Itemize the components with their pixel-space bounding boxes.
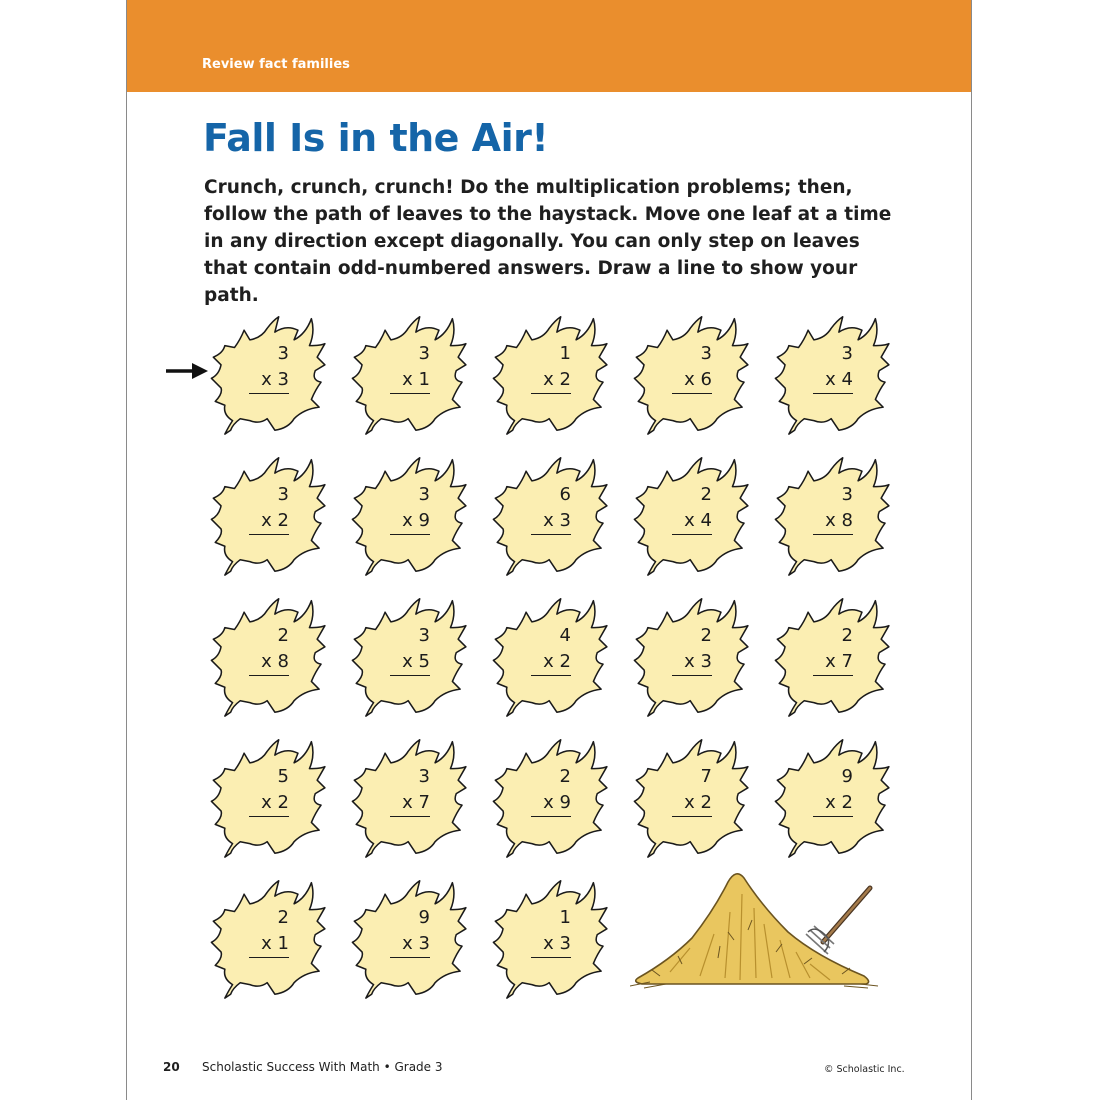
multiplicand: 9 [841,766,853,787]
multiplication-problem [813,341,853,394]
multiplier: x 5 [390,649,430,676]
leaf-problem[interactable] [491,452,616,577]
leaf-problem[interactable] [350,734,475,859]
multiplicand: 1 [559,343,571,364]
multiplier: x 3 [249,367,289,394]
multiplier: x 3 [531,508,571,535]
leaf-problem[interactable] [491,593,616,718]
leaf-problem[interactable] [491,734,616,859]
multiplier: x 2 [249,790,289,817]
multiplier: x 4 [672,508,712,535]
multiplication-problem [531,623,571,676]
multiplier: x 2 [249,508,289,535]
multiplier: x 4 [813,367,853,394]
multiplicand: 6 [559,484,571,505]
page-title: Fall Is in the Air! [203,116,549,160]
instructions-text: Crunch, crunch, crunch! Do the multiplication problems; then, follow the path of leaves to the haystack. Move one leaf at a time in any direction except diagonally. You can only step on leaves that contain odd-numbered answers. Draw a line to show your path. [204,177,892,306]
multiplier: x 8 [813,508,853,535]
leaf-problem[interactable] [491,875,616,1000]
multiplicand: 3 [277,484,289,505]
multiplicand: 3 [700,343,712,364]
multiplication-problem [672,341,712,394]
multiplier: x 7 [813,649,853,676]
multiplicand: 4 [559,625,571,646]
multiplication-problem [672,764,712,817]
leaf-problem[interactable] [773,311,898,436]
multiplier: x 3 [390,931,430,958]
multiplier: x 2 [531,649,571,676]
multiplication-problem [249,905,289,958]
multiplicand: 9 [418,907,430,928]
leaf-problem[interactable] [209,452,334,577]
leaf-problem[interactable] [209,311,334,436]
multiplication-problem [390,905,430,958]
leaf-problem[interactable] [491,311,616,436]
leaf-problem[interactable] [209,875,334,1000]
leaf-problem[interactable] [632,452,757,577]
leaf-problem[interactable] [773,452,898,577]
multiplication-problem [813,764,853,817]
multiplication-problem [390,482,430,535]
multiplicand: 1 [559,907,571,928]
header-label: Review fact families [202,57,350,72]
multiplicand: 3 [277,343,289,364]
multiplication-problem [390,623,430,676]
multiplication-problem [813,482,853,535]
multiplicand: 3 [418,343,430,364]
haystack-icon [630,860,880,990]
multiplier: x 2 [531,367,571,394]
leaf-problem[interactable] [773,734,898,859]
copyright: © Scholastic Inc. [824,1064,905,1075]
multiplier: x 3 [531,931,571,958]
multiplicand: 2 [841,625,853,646]
leaf-problem[interactable] [350,452,475,577]
leaf-problem[interactable] [350,593,475,718]
multiplicand: 2 [277,625,289,646]
multiplicand: 3 [841,484,853,505]
multiplicand: 5 [277,766,289,787]
multiplicand: 3 [418,484,430,505]
multiplication-problem [390,764,430,817]
multiplicand: 3 [418,625,430,646]
multiplier: x 9 [390,508,430,535]
multiplicand: 2 [700,484,712,505]
leaf-problem[interactable] [632,734,757,859]
multiplier: x 2 [672,790,712,817]
multiplicand: 2 [277,907,289,928]
multiplier: x 1 [390,367,430,394]
multiplier: x 8 [249,649,289,676]
page-number: 20 [163,1060,180,1074]
multiplication-problem [531,482,571,535]
multiplier: x 9 [531,790,571,817]
multiplicand: 2 [700,625,712,646]
multiplicand: 2 [559,766,571,787]
multiplier: x 3 [672,649,712,676]
leaf-problem[interactable] [209,593,334,718]
multiplication-problem [249,764,289,817]
multiplier: x 1 [249,931,289,958]
multiplication-problem [390,341,430,394]
leaf-problem[interactable] [773,593,898,718]
multiplication-problem [531,905,571,958]
leaf-problem[interactable] [350,311,475,436]
multiplier: x 6 [672,367,712,394]
leaf-problem[interactable] [632,311,757,436]
multiplication-problem [672,623,712,676]
multiplication-problem [813,623,853,676]
multiplier: x 2 [813,790,853,817]
multiplication-problem [249,341,289,394]
header-bar [127,0,971,92]
multiplicand: 3 [418,766,430,787]
arrow-right-icon [166,361,208,381]
leaf-problem[interactable] [209,734,334,859]
multiplicand: 7 [700,766,712,787]
book-title: Scholastic Success With Math • Grade 3 [202,1060,443,1074]
multiplication-problem [672,482,712,535]
leaf-problem[interactable] [632,593,757,718]
multiplication-problem [249,623,289,676]
multiplication-problem [249,482,289,535]
multiplication-problem [531,341,571,394]
multiplication-problem [531,764,571,817]
multiplier: x 7 [390,790,430,817]
leaf-problem[interactable] [350,875,475,1000]
multiplicand: 3 [841,343,853,364]
